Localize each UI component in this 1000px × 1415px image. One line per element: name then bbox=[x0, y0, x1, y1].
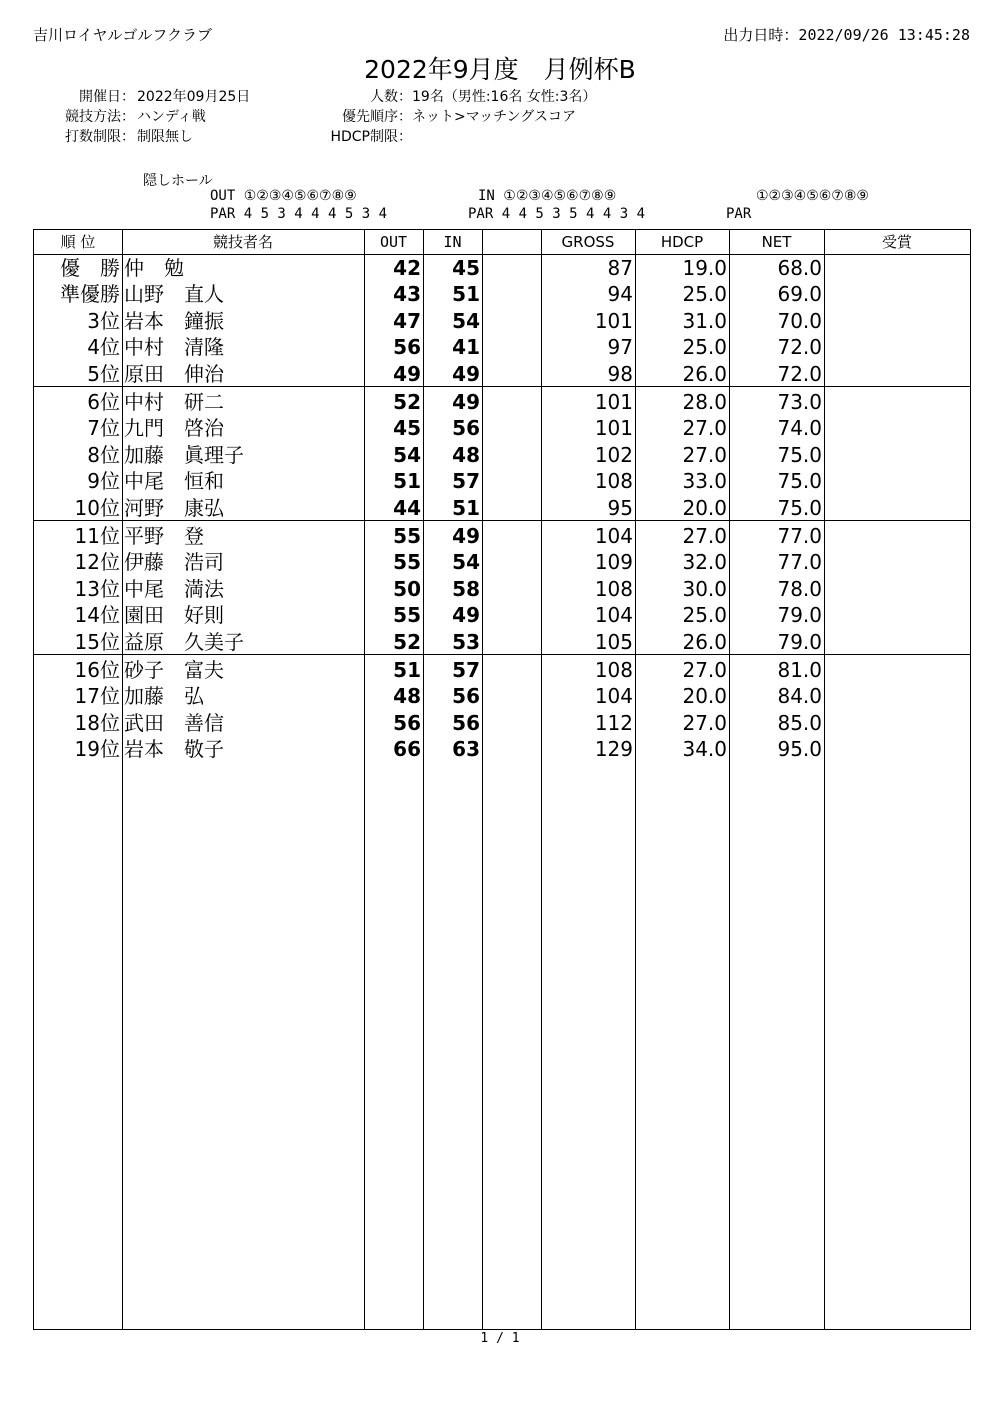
priority-value: ネット>マッチングスコア bbox=[412, 109, 577, 125]
header-rank: 順 位 bbox=[60, 233, 96, 251]
rank-cell: 7位 bbox=[87, 416, 120, 441]
player-name-cell: 中尾 満法 bbox=[124, 576, 224, 601]
out-score-cell: 43 bbox=[393, 282, 421, 307]
out-score-cell: 51 bbox=[393, 469, 421, 494]
method-value: ハンディ戦 bbox=[137, 109, 206, 125]
hdcp-cell: 33.0 bbox=[682, 469, 727, 494]
player-name-cell: 加藤 眞理子 bbox=[124, 442, 244, 467]
out-score-cell: 52 bbox=[393, 390, 421, 414]
hdcp-cell: 25.0 bbox=[682, 335, 727, 360]
net-score-cell: 75.0 bbox=[777, 469, 822, 494]
header-in: IN bbox=[443, 233, 462, 251]
in-score-cell: 56 bbox=[452, 684, 480, 709]
player-name-cell: 中村 清隆 bbox=[124, 335, 224, 360]
rank-cell: 11位 bbox=[74, 524, 120, 548]
date-value: 2022年09月25日 bbox=[137, 89, 251, 105]
in-holes: IN ①②③④⑤⑥⑦⑧⑨ bbox=[478, 188, 617, 204]
net-score-cell: 75.0 bbox=[777, 495, 822, 520]
club-name: 吉川ロイヤルゴルフクラブ bbox=[33, 26, 212, 44]
table-row bbox=[34, 549, 970, 575]
out-score-cell: 47 bbox=[393, 308, 421, 333]
hdcp-cell: 34.0 bbox=[682, 737, 727, 762]
out-score-cell: 55 bbox=[393, 524, 421, 548]
gross-score-cell: 129 bbox=[594, 737, 633, 762]
gross-score-cell: 101 bbox=[594, 308, 633, 333]
hdcp-cell: 26.0 bbox=[682, 361, 727, 386]
player-name-cell: 河野 康弘 bbox=[124, 495, 224, 520]
rank-cell: 17位 bbox=[74, 684, 120, 709]
player-name-cell: 園田 好則 bbox=[124, 603, 224, 628]
in-score-cell: 48 bbox=[452, 442, 480, 467]
net-score-cell: 77.0 bbox=[777, 524, 822, 548]
player-name-cell: 九門 啓治 bbox=[124, 416, 224, 441]
priority-label: 優先順序： bbox=[342, 109, 412, 125]
header-hdcp: HDCP bbox=[660, 233, 704, 251]
net-score-cell: 70.0 bbox=[777, 308, 822, 333]
limit-value: 制限無し bbox=[137, 129, 193, 145]
gross-score-cell: 95 bbox=[607, 495, 633, 520]
net-score-cell: 69.0 bbox=[777, 282, 822, 307]
table-row bbox=[34, 255, 970, 281]
rank-cell: 優 勝 bbox=[60, 256, 120, 280]
hdcp-cell: 31.0 bbox=[682, 308, 727, 333]
table-row bbox=[34, 281, 970, 307]
player-name-cell: 岩本 鐘振 bbox=[124, 308, 224, 333]
hdcp-cell: 19.0 bbox=[682, 256, 727, 280]
player-name-cell: 中尾 恒和 bbox=[124, 469, 224, 494]
net-score-cell: 72.0 bbox=[777, 361, 822, 386]
rank-cell: 15位 bbox=[74, 629, 120, 654]
net-score-cell: 84.0 bbox=[777, 684, 822, 709]
table-row bbox=[34, 602, 970, 628]
out-holes: OUT ①②③④⑤⑥⑦⑧⑨ bbox=[210, 188, 357, 204]
table-row bbox=[34, 710, 970, 736]
net-score-cell: 74.0 bbox=[777, 416, 822, 441]
in-score-cell: 54 bbox=[452, 308, 480, 333]
gross-score-cell: 105 bbox=[594, 629, 633, 654]
rank-cell: 10位 bbox=[74, 495, 120, 520]
gross-score-cell: 104 bbox=[594, 524, 633, 548]
player-name-cell: 原田 伸治 bbox=[124, 361, 224, 386]
table-row bbox=[34, 415, 970, 441]
hdcp-cell: 32.0 bbox=[682, 550, 727, 575]
gross-score-cell: 98 bbox=[607, 361, 633, 386]
in-score-cell: 41 bbox=[452, 335, 480, 360]
out-score-cell: 54 bbox=[393, 442, 421, 467]
gross-score-cell: 101 bbox=[594, 416, 633, 441]
player-name-cell: 平野 登 bbox=[124, 524, 204, 548]
rank-cell: 準優勝 bbox=[60, 282, 120, 307]
rank-cell: 19位 bbox=[74, 737, 120, 762]
table-row bbox=[34, 523, 970, 549]
hdcp-cell: 30.0 bbox=[682, 576, 727, 601]
rank-cell: 6位 bbox=[87, 390, 120, 414]
gross-score-cell: 108 bbox=[594, 658, 633, 682]
people-value: 19名（男性:16名 女性:3名） bbox=[412, 89, 597, 105]
rank-cell: 9位 bbox=[87, 469, 120, 494]
rank-cell: 8位 bbox=[87, 442, 120, 467]
gross-score-cell: 112 bbox=[594, 710, 633, 735]
out-score-cell: 45 bbox=[393, 416, 421, 441]
player-name-cell: 武田 善信 bbox=[124, 710, 224, 735]
out-score-cell: 48 bbox=[393, 684, 421, 709]
header-name: 競技者名 bbox=[212, 233, 273, 251]
in-score-cell: 45 bbox=[452, 256, 480, 280]
hdcp-cell: 25.0 bbox=[682, 603, 727, 628]
rank-cell: 14位 bbox=[74, 603, 120, 628]
out-score-cell: 56 bbox=[393, 710, 421, 735]
in-score-cell: 57 bbox=[452, 469, 480, 494]
gross-score-cell: 97 bbox=[607, 335, 633, 360]
net-score-cell: 78.0 bbox=[777, 576, 822, 601]
player-name-cell: 中村 研二 bbox=[124, 390, 224, 414]
date-label: 開催日： bbox=[79, 89, 135, 105]
out-score-cell: 44 bbox=[393, 495, 421, 520]
gross-score-cell: 94 bbox=[607, 282, 633, 307]
net-score-cell: 75.0 bbox=[777, 442, 822, 467]
gross-score-cell: 108 bbox=[594, 576, 633, 601]
in-score-cell: 54 bbox=[452, 550, 480, 575]
people-label: 人数： bbox=[370, 89, 412, 105]
table-row bbox=[34, 308, 970, 334]
hdcp-cell: 27.0 bbox=[682, 658, 727, 682]
extra-holes: ①②③④⑤⑥⑦⑧⑨ bbox=[756, 188, 869, 204]
net-score-cell: 79.0 bbox=[777, 629, 822, 654]
rank-cell: 4位 bbox=[87, 335, 120, 360]
table-row bbox=[34, 657, 970, 683]
in-score-cell: 51 bbox=[452, 282, 480, 307]
table-row bbox=[34, 576, 970, 602]
gross-score-cell: 104 bbox=[594, 684, 633, 709]
in-score-cell: 49 bbox=[452, 603, 480, 628]
rank-cell: 3位 bbox=[87, 308, 120, 333]
header-gross: GROSS bbox=[561, 233, 615, 251]
out-score-cell: 49 bbox=[393, 361, 421, 386]
gross-score-cell: 87 bbox=[607, 256, 633, 280]
in-score-cell: 49 bbox=[452, 524, 480, 548]
net-score-cell: 73.0 bbox=[777, 390, 822, 414]
in-score-cell: 49 bbox=[452, 361, 480, 386]
hdcp-cell: 25.0 bbox=[682, 282, 727, 307]
player-name-cell: 加藤 弘 bbox=[124, 684, 204, 709]
header-out: OUT bbox=[379, 233, 408, 251]
hdcp-cell: 28.0 bbox=[682, 390, 727, 414]
hdcp-cell: 20.0 bbox=[682, 495, 727, 520]
gross-score-cell: 109 bbox=[594, 550, 633, 575]
out-par: PAR 4 5 3 4 4 4 5 3 4 bbox=[210, 206, 388, 222]
page-title: 2022年9月度 月例杯B bbox=[364, 55, 636, 84]
page-number: 1 / 1 bbox=[480, 1331, 520, 1346]
gross-score-cell: 102 bbox=[594, 442, 633, 467]
table-row bbox=[34, 361, 970, 387]
table-row bbox=[34, 629, 970, 655]
output-datetime: 出力日時：2022/09/26 13:45:28 bbox=[723, 26, 970, 44]
table-row bbox=[34, 736, 970, 762]
hdcp-cell: 27.0 bbox=[682, 524, 727, 548]
in-score-cell: 51 bbox=[452, 495, 480, 520]
net-score-cell: 81.0 bbox=[777, 658, 822, 682]
gross-score-cell: 101 bbox=[594, 390, 633, 414]
in-score-cell: 58 bbox=[452, 576, 480, 601]
hdcp-cell: 27.0 bbox=[682, 710, 727, 735]
table-row bbox=[34, 495, 970, 521]
table-row bbox=[34, 683, 970, 709]
net-score-cell: 79.0 bbox=[777, 603, 822, 628]
player-name-cell: 岩本 敬子 bbox=[124, 737, 224, 762]
in-score-cell: 57 bbox=[452, 658, 480, 682]
hidden-hole-label: 隠しホール bbox=[143, 173, 213, 189]
method-label: 競技方法： bbox=[65, 109, 135, 125]
in-score-cell: 49 bbox=[452, 390, 480, 414]
in-score-cell: 56 bbox=[452, 710, 480, 735]
out-score-cell: 66 bbox=[393, 737, 421, 762]
rank-cell: 12位 bbox=[74, 550, 120, 575]
net-score-cell: 85.0 bbox=[777, 710, 822, 735]
rank-cell: 18位 bbox=[74, 710, 120, 735]
rank-cell: 13位 bbox=[74, 576, 120, 601]
hdcp-cell: 27.0 bbox=[682, 442, 727, 467]
table-row bbox=[34, 334, 970, 360]
hdcp-cell: 20.0 bbox=[682, 684, 727, 709]
hdcp-cell: 27.0 bbox=[682, 416, 727, 441]
table-row bbox=[34, 389, 970, 415]
out-score-cell: 51 bbox=[393, 658, 421, 682]
player-name-cell: 益原 久美子 bbox=[124, 629, 244, 654]
hdcp-limit-label: HDCP制限： bbox=[330, 129, 412, 145]
in-par: PAR 4 4 5 3 5 4 4 3 4 bbox=[468, 206, 646, 222]
out-score-cell: 56 bbox=[393, 335, 421, 360]
rank-cell: 16位 bbox=[74, 658, 120, 682]
in-score-cell: 56 bbox=[452, 416, 480, 441]
extra-par: PAR bbox=[726, 206, 752, 222]
out-score-cell: 50 bbox=[393, 576, 421, 601]
out-score-cell: 52 bbox=[393, 629, 421, 654]
out-score-cell: 55 bbox=[393, 603, 421, 628]
out-score-cell: 42 bbox=[393, 256, 421, 280]
limit-label: 打数制限： bbox=[65, 129, 135, 145]
net-score-cell: 72.0 bbox=[777, 335, 822, 360]
gross-score-cell: 108 bbox=[594, 469, 633, 494]
rank-cell: 5位 bbox=[87, 361, 120, 386]
player-name-cell: 山野 直人 bbox=[124, 282, 224, 307]
out-score-cell: 55 bbox=[393, 550, 421, 575]
net-score-cell: 95.0 bbox=[777, 737, 822, 762]
in-score-cell: 53 bbox=[452, 629, 480, 654]
player-name-cell: 伊藤 浩司 bbox=[124, 550, 224, 575]
header-award: 受賞 bbox=[881, 233, 912, 251]
player-name-cell: 砂子 富夫 bbox=[124, 658, 224, 682]
in-score-cell: 63 bbox=[452, 737, 480, 762]
table-row bbox=[34, 468, 970, 494]
net-score-cell: 68.0 bbox=[777, 256, 822, 280]
gross-score-cell: 104 bbox=[594, 603, 633, 628]
header-net: NET bbox=[761, 233, 792, 251]
player-name-cell: 仲 勉 bbox=[124, 256, 184, 280]
hdcp-cell: 26.0 bbox=[682, 629, 727, 654]
table-row bbox=[34, 442, 970, 468]
net-score-cell: 77.0 bbox=[777, 550, 822, 575]
results-table bbox=[33, 229, 971, 1330]
